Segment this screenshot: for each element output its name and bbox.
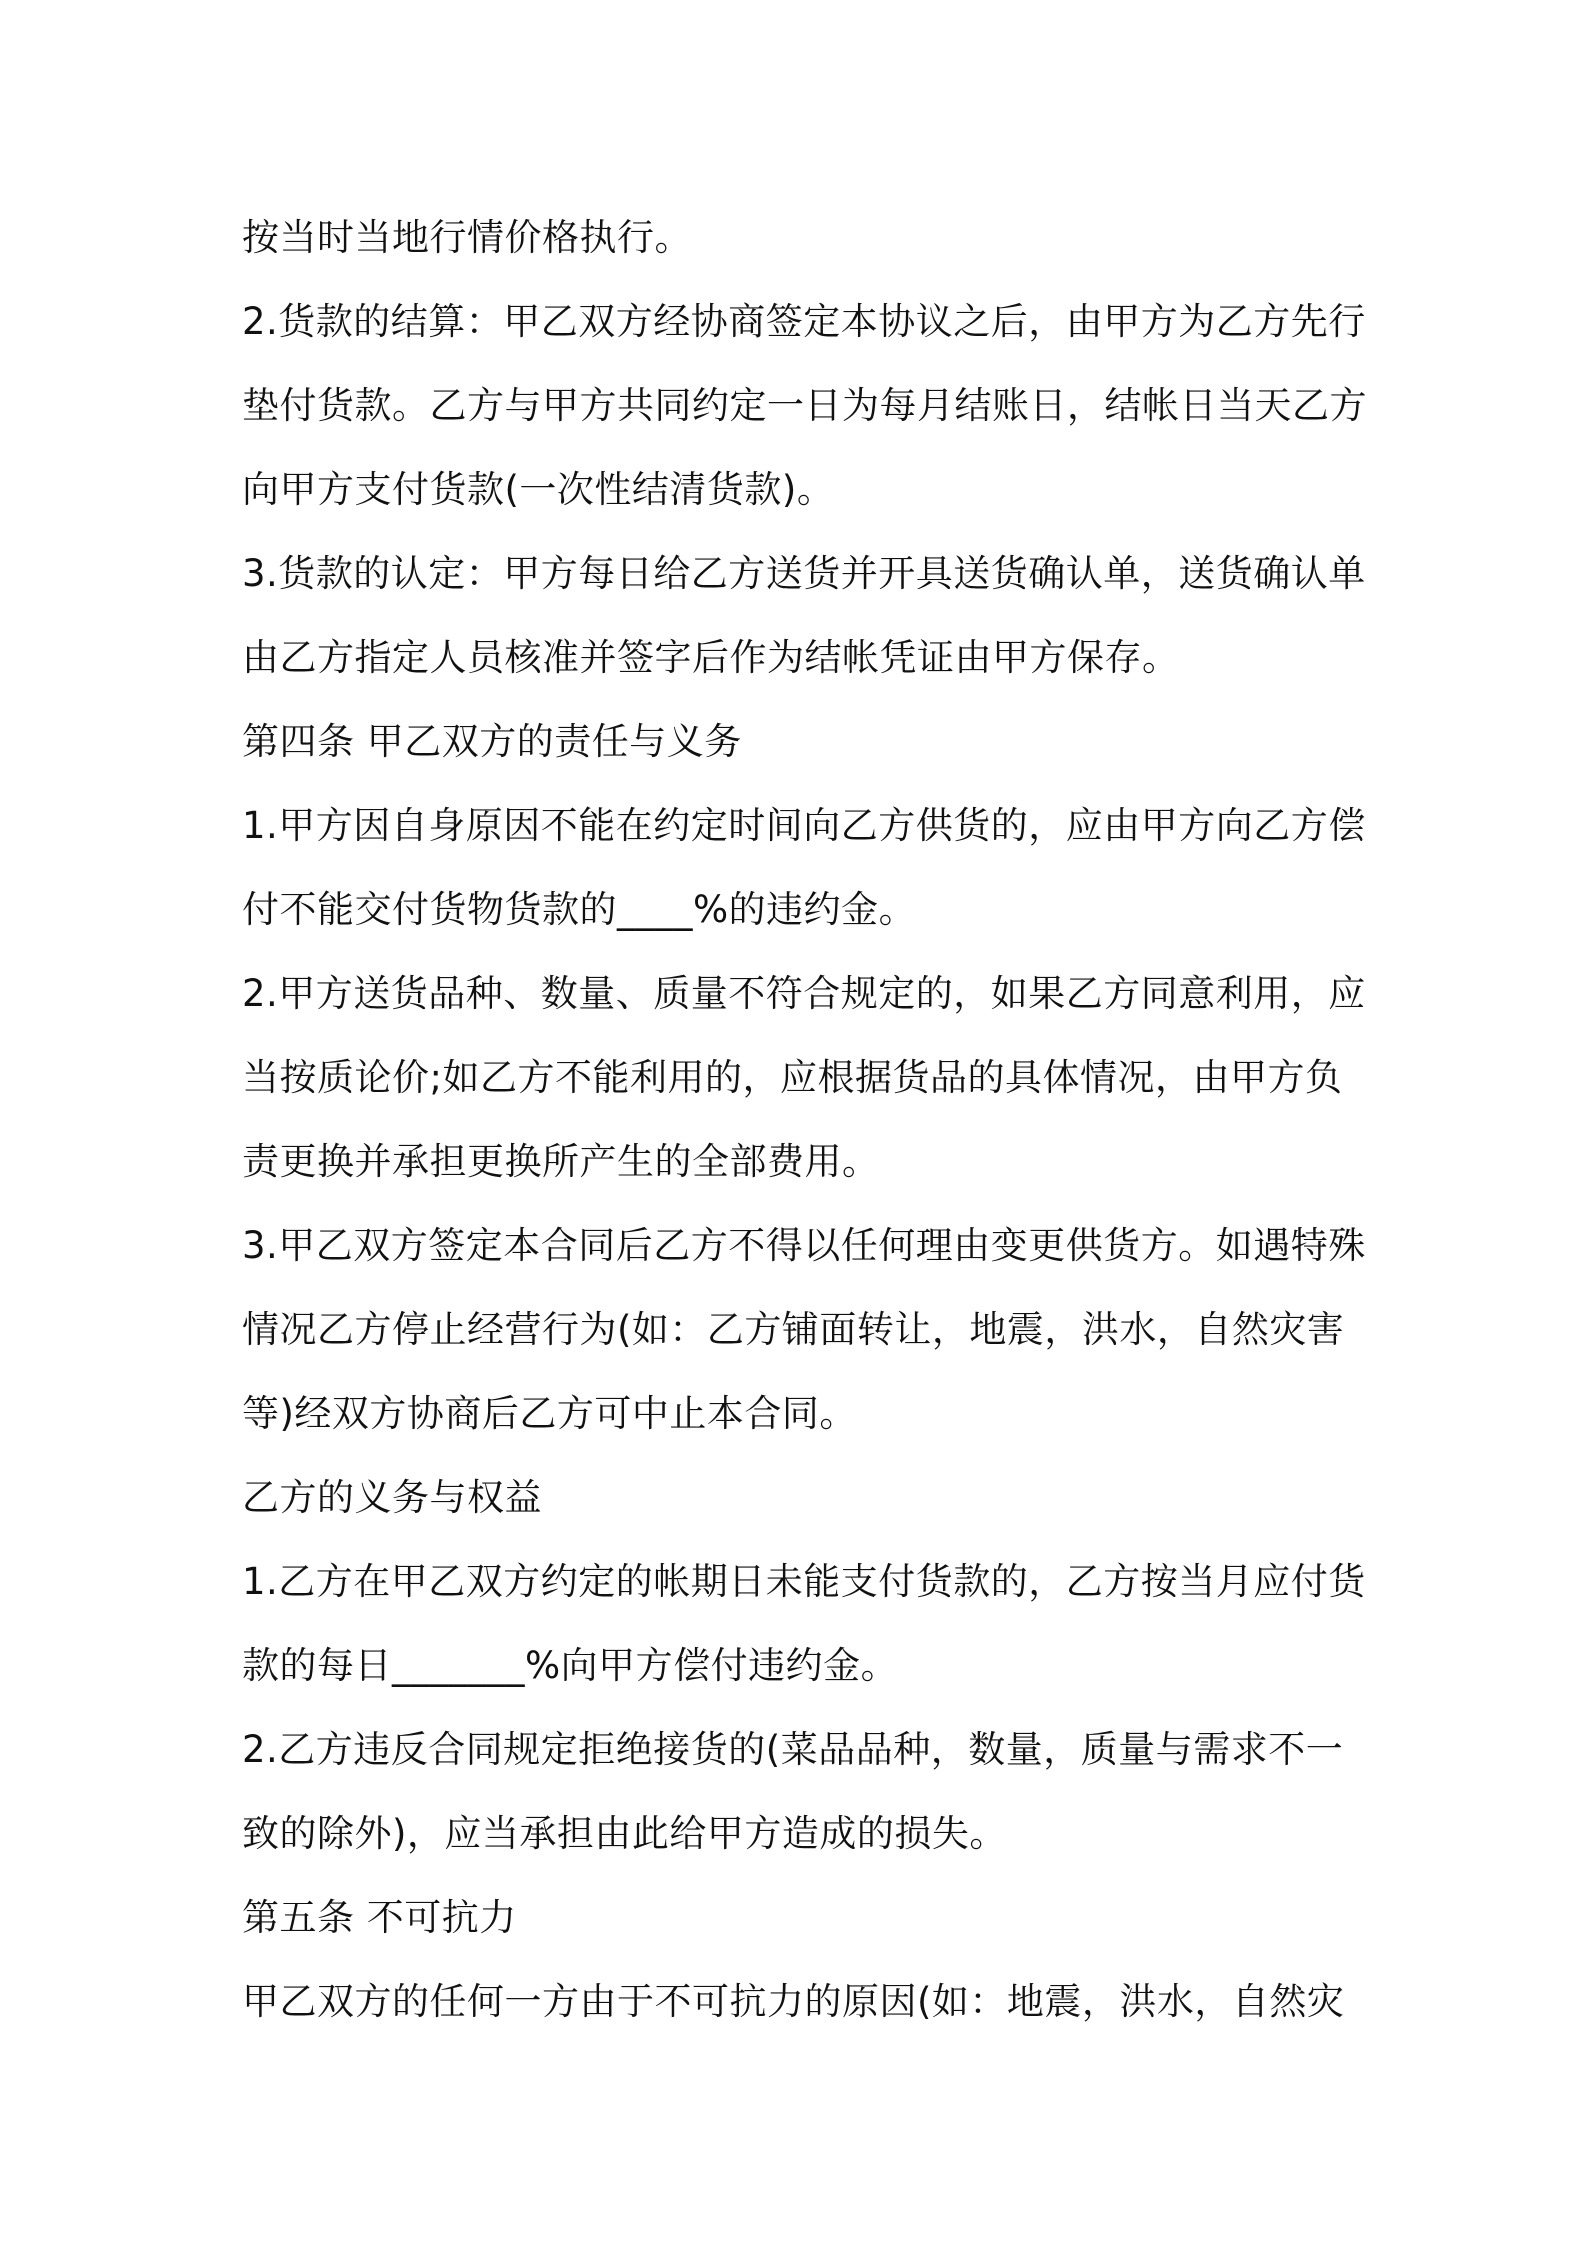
text-line: 款的每日_______%向甲方偿付违约金。 [242, 1644, 899, 1687]
text-line: 按当时当地行情价格执行。 [242, 216, 692, 259]
text-line: 责更换并承担更换所产生的全部费用。 [242, 1140, 880, 1183]
text-line: 2.乙方违反合同规定拒绝接货的(菜品品种，数量，质量与需求不一 [242, 1728, 1344, 1771]
text-line: 1.甲方因自身原因不能在约定时间向乙方供货的，应由甲方向乙方偿 [242, 804, 1366, 847]
text-line: 1.乙方在甲乙双方约定的帐期日未能支付货款的，乙方按当月应付货 [242, 1560, 1366, 1603]
section-heading: 第五条 不可抗力 [242, 1896, 517, 1939]
text-line: 向甲方支付货款(一次性结清货款)。 [242, 468, 835, 511]
text-line: 3.甲乙双方签定本合同后乙方不得以任何理由变更供货方。如遇特殊 [242, 1224, 1366, 1267]
text-line: 情况乙方停止经营行为(如：乙方铺面转让，地震，洪水，自然灾害 [242, 1308, 1345, 1351]
text-line: 由乙方指定人员核准并签字后作为结帐凭证由甲方保存。 [242, 636, 1180, 679]
text-line: 等)经双方协商后乙方可中止本合同。 [242, 1392, 857, 1435]
text-line: 垫付货款。乙方与甲方共同约定一日为每月结账日，结帐日当天乙方 [242, 384, 1367, 427]
text-line: 2.甲方送货品种、数量、质量不符合规定的，如果乙方同意利用，应 [242, 972, 1366, 1015]
text-line: 甲乙双方的任何一方由于不可抗力的原因(如：地震，洪水，自然灾 [242, 1980, 1345, 2023]
text-line: 3.货款的认定：甲方每日给乙方送货并开具送货确认单，送货确认单 [242, 552, 1366, 595]
text-line: 当按质论价;如乙方不能利用的，应根据货品的具体情况，由甲方负 [242, 1056, 1343, 1099]
text-line: 付不能交付货物货款的____%的违约金。 [242, 888, 917, 931]
text-line: 致的除外)，应当承担由此给甲方造成的损失。 [242, 1812, 1007, 1855]
section-heading: 乙方的义务与权益 [242, 1476, 542, 1519]
section-heading: 第四条 甲乙双方的责任与义务 [242, 720, 742, 763]
document-body [242, 196, 1367, 2044]
text-line: 2.货款的结算：甲乙双方经协商签定本协议之后，由甲方为乙方先行 [242, 300, 1366, 343]
